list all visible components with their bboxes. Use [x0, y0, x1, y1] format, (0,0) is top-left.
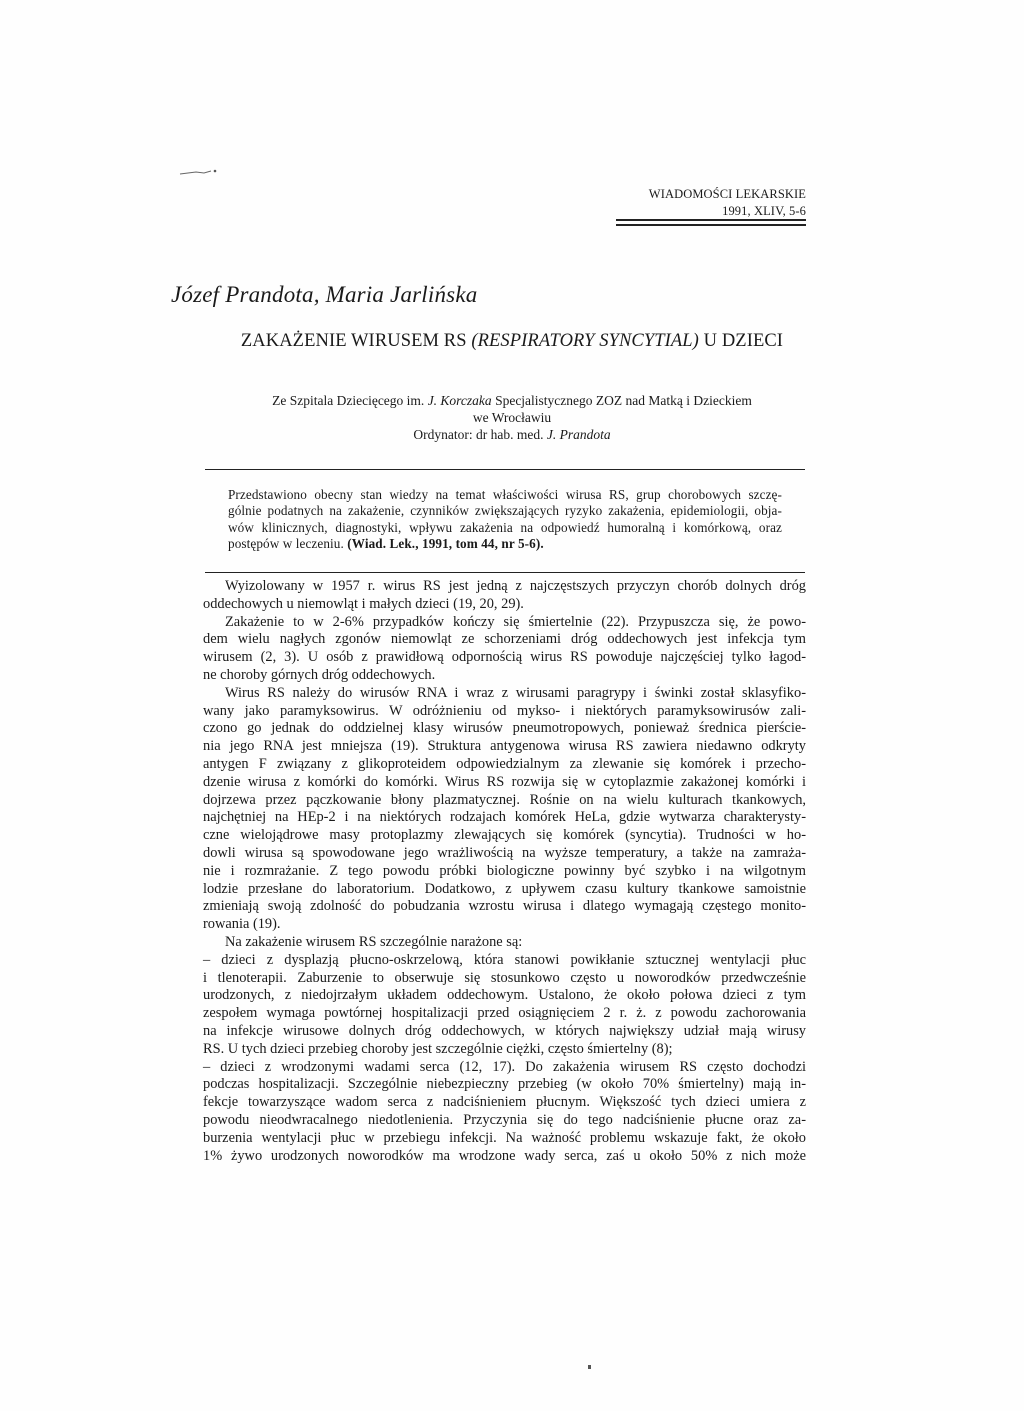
abstract: [228, 487, 782, 552]
body-line: wany jako paramyksowirus. W odróżnieniu od mykso- i niektórych paramyksowirusów zali-: [203, 702, 806, 719]
body-line: wirusem (2, 3). U osób z prawidłową odpornością wirus RS powoduje najczęściej tylko łagod-: [203, 649, 806, 666]
body-line: na infekcje wirusowe dolnych dróg oddechowych, w których największy udział mają wirusy: [203, 1022, 806, 1039]
abstract-line: wów klinicznych, diagnostyki, wpływu zakażenia na odpowiedź humoralną i komórkową, oraz: [228, 519, 782, 535]
abstract-rule-top: [205, 469, 805, 470]
body-line: czne wielojądrowe masy protoplazmy zlewających się komórek (syncytia). Trudności w ho-: [203, 827, 806, 844]
affiliation-italic: J. Korczaka: [427, 393, 492, 408]
body-line: fekcje towarzyszące wadom serca z nadciśnieniem płucnym. Większość tych dzieci umiera z: [203, 1094, 806, 1111]
body-line: najchętniej na HEp-2 i na niektórych rodzajach komórek HeLa, gdzie wytwarza charakterysty-: [203, 809, 806, 826]
journal-issue: 1991, XLIV, 5-6: [722, 204, 806, 218]
body-line: dojrzewa przez pączkowanie błony plazmatycznej. Rośnie on na wielu kulturach tkankowych,: [203, 791, 806, 808]
body-line: dem wielu nagłych zgonów niemowląt ze schorzeniami dróg oddechowych jest infekcja tym: [203, 631, 806, 648]
affiliation-line: [0, 426, 1024, 443]
body-line: RS. U tych dzieci przebieg choroby jest szczególnie ciężki, często śmiertelny (8);: [203, 1040, 673, 1057]
body-line: ne choroby górnych dróg oddechowych.: [203, 666, 436, 683]
body-line: – dzieci z wrodzonymi wadami serca (12, 17). Do zakażenia wirusem RS często dochodzi: [203, 1058, 806, 1075]
body-line: Wyizolowany w 1957 r. wirus RS jest jedną z najczęstszych przyczyn chorób dolnych dróg: [225, 578, 806, 594]
body-line: powodu nieodwracalnego niedotlenienia. Przyczynia się do tego nadciśnienie płucne oraz za-: [203, 1111, 806, 1128]
body-line: Wirus RS należy do wirusów RNA i wraz z wirusami paragrypy i świnki został sklasyfiko-: [225, 684, 806, 701]
abstract-text: postępów w leczeniu.: [228, 535, 348, 551]
affiliation: [0, 392, 1024, 443]
title-prefix: ZAKAŻENIE WIRUSEM RS: [240, 331, 472, 351]
abstract-rule-bottom: [205, 572, 805, 573]
body-line: dzenie wirusa z komórki do komórki. Wirus RS rozwija się w cytoplazmie zakażonej komórki i: [203, 773, 806, 790]
body-line: oddechowych u niemowląt i małych dzieci (19, 20, 29).: [203, 595, 524, 612]
body-line: zmieniają swoją zdolność do pobudzania wzrostu wirusa i dlatego wymagają częstego monito-: [203, 898, 806, 915]
journal-header: [649, 186, 806, 220]
abstract-line: [228, 536, 782, 552]
body-line: podczas hospitalizacji. Szczególnie niebezpieczny przebieg (w około 70% śmiertelny) mają in-: [203, 1076, 806, 1093]
abstract-line: Przedstawiono obecny stan wiedzy na temat właściwości wirusa RS, grup chorobowych szczę-: [228, 487, 782, 502]
body-line: nia jego RNA jest mniejsza (19). Struktura antygenowa wirusa RS zawiera niedawno odkryty: [203, 738, 806, 755]
scan-speck: [588, 1365, 591, 1369]
title-suffix: U DZIECI: [698, 331, 784, 351]
affiliation-italic: J. Prandota: [546, 427, 611, 442]
body-line: rowania (19).: [203, 916, 281, 933]
header-rules: [616, 219, 806, 229]
body-line: zespołem wymaga powtórnej hospitalizacji przed osiągnięciem 2 r. ż. z powodu zachorowania: [203, 1005, 806, 1022]
affiliation-city: we Wrocławiu: [472, 410, 552, 425]
body-line: nie i rozmrażanie. Z tego powodu próbki biologiczne powinny być szybko i na wilgotnym: [203, 862, 806, 879]
body-line: antygen F związany z glikoproteidem odpowiedzialnym za zlewanie się komórek i przecho-: [203, 755, 806, 772]
scan-mark: [178, 168, 218, 176]
body-line: czono go jednak do oddzielnej klasy wirusów pneumotropowych, ponieważ średnica pierście-: [203, 720, 806, 737]
abstract-citation: (Wiad. Lek., 1991, tom 44, nr 5-6).: [347, 535, 544, 551]
header-rule: [616, 224, 806, 226]
body-line: Na zakażenie wirusem RS szczególnie narażone są:: [225, 933, 523, 950]
body-line: dowli wirusa są spowodowane jego wrażliwością na wyższe temperatury, a także na zamraża-: [203, 844, 806, 861]
affiliation-text: Specjalistycznego ZOZ nad Matką i Dzieckiem: [491, 393, 752, 408]
body-line: Zakażenie to w 2-6% przypadków kończy się śmiertelnie (22). Przypuszcza się, że powo-: [225, 613, 806, 630]
title-italic: (RESPIRATORY SYNCYTIAL): [471, 331, 699, 351]
article-title: [0, 331, 1024, 352]
abstract-line: gólnie podatnych na zakażenie, czynników zwiększających ryzyko zakażenia, epidemiologii, obja-: [228, 503, 782, 519]
body-line: lodzie przesłane do laboratorium. Dodatkowo, z upływem czasu kultury tkankowe samoistnie: [203, 880, 806, 897]
affiliation-text: Ordynator: dr hab. med.: [413, 427, 547, 442]
body-line: – dzieci z dysplazją płucno-oskrzelową, która stanowi powikłanie sztucznej wentylacji płuc: [203, 951, 806, 968]
body-text: [203, 578, 806, 1165]
affiliation-text: Ze Szpitala Dziecięcego im.: [272, 393, 428, 408]
body-line: 1% żywo urodzonych noworodków ma wrodzone wady serca, zaś u około 50% z nich może: [203, 1147, 806, 1164]
affiliation-line: [0, 392, 1024, 409]
journal-name: WIADOMOŚCI LEKARSKIE: [648, 187, 806, 201]
body-line: burzenia wentylacji płuc w przebiegu infekcji. Na ważność problemu wskazuje fakt, że około: [203, 1129, 806, 1146]
authors: Józef Prandota, Maria Jarlińska: [171, 282, 478, 307]
header-rule: [616, 219, 806, 221]
body-line: urodzonych, z niedojrzałym układem oddechowym. Ustalono, że około połowa dzieci z tym: [203, 987, 806, 1004]
body-line: i tlenoterapii. Zaburzenie to obserwuje się stosunkowo często u noworodków przedwcześnie: [203, 969, 806, 986]
